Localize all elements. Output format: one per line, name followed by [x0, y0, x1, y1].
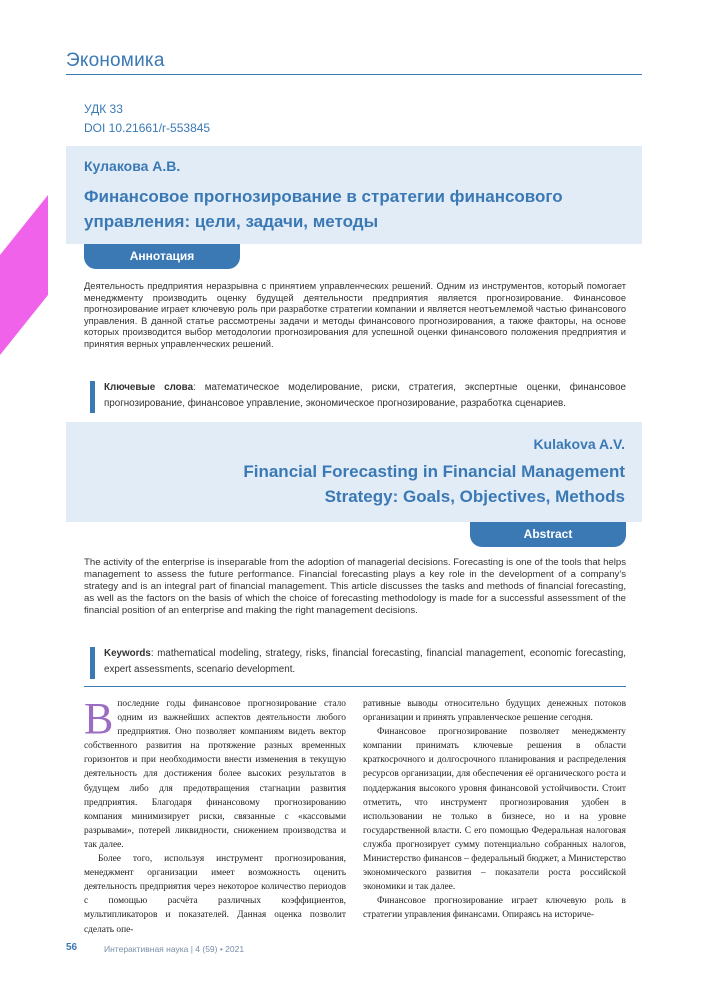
body-column-2	[363, 697, 626, 923]
en-keywords-label: Keywords	[104, 648, 151, 659]
en-abstract-label: Abstract	[470, 522, 626, 547]
header-rule	[66, 74, 642, 75]
en-title-line2: Strategy: Goals, Objectives, Methods	[324, 487, 625, 506]
paragraph: Финансовое прогнозирование позволяет менеджменту компании принимать ключевые решения в области краткосрочного и долгосрочного планирования и распределения ресурсов организации, для обеспечения её органического роста и поддержания высокого уровня финансовой устойчивости. Стоит отметить, что инструмент прогнозирования удобен в использовании не только в бизнесе, но и на уровне государственной власти. С его помощью Федеральная налоговая служба прогнозирует сумму потенциально собранных налогов, Министерство финансов – федеральный бюджет, а Министерство экономического развития – показатели роста российской экономики и так далее.	[363, 727, 626, 893]
ru-keywords	[104, 380, 626, 412]
en-keywords	[104, 646, 626, 678]
en-title-line1: Financial Forecasting in Financial Management	[243, 462, 625, 481]
ru-annotation-label: Аннотация	[84, 244, 240, 269]
paragraph-text: последние годы финансовое прогнозирование стало одним из важнейших аспектов деятельности любого предприятия. Оно позволяет компаниям видеть вектор собственного развития на протяжение разных временных горизонтов и при необходимости внести изменения в текущую деятельность для достижения более высоких результатов в будущем либо для предотвращения стагнации развития предприятия. Благодаря финансовому прогнозированию компания минимизирует риски, связанные с «кассовыми разрывами», потерей ликвидности, снижением производства и так далее.	[84, 699, 346, 850]
ru-keywords-list: : математическое моделирование, риски, стратегия, экспертные оценки, финансовое прогнозирование, финансовое управление, экономическое прогнозирование, разработка сценариев.	[104, 382, 626, 409]
ru-title-line2: управления: цели, задачи, методы	[84, 212, 379, 231]
body-column-1	[84, 694, 346, 937]
paragraph: ративные выводы относительно будущих денежных потоков организации и принять управленческое решение сегодня.	[363, 699, 626, 724]
doi[interactable]: DOI 10.21661/r-553845	[84, 121, 211, 135]
drop-cap: В	[84, 694, 114, 743]
udk-code: УДК 33	[84, 102, 123, 116]
page-number: 56	[66, 942, 78, 953]
ru-title-line1: Финансовое прогнозирование в стратегии финансового	[84, 187, 563, 206]
en-abstract-text: The activity of the enterprise is inseparable from the adoption of managerial decisions. Forecasting is one of the tools that helps management to assess the future performance. Financial forecasting plays a key role in the development of a company's strategy and is an integral part of financial management. This article discusses the tasks and methods of financial forecasting, as well as the factors on the basis of which the choice of forecasting methodology is made for a successful assessment of the financial position of an enterprise and making the right management decisions.	[84, 557, 626, 616]
paragraph: Финансовое прогнозирование играет ключевую роль в стратегии управления финансами. Опираясь на историче-	[363, 896, 626, 921]
section-title: Экономика	[66, 50, 165, 71]
ru-keywords-bar	[90, 381, 95, 413]
en-article-title	[195, 459, 625, 509]
body-rule	[84, 686, 626, 687]
ru-keywords-label: Ключевые слова	[104, 382, 194, 393]
journal-info: Интерактивная наука | 4 (59) • 2021	[104, 944, 245, 954]
ru-annotation-text: Деятельность предприятия неразрывна с принятием управленческих решений. Одним из инструментов, который помогает менеджменту производить оценку будущей деятельности предприятия является прогнозирование. Финансовое прогнозирование играет ключевую роль при разработке стратегии компании и является неотъемлемой частью финансового управления. В данной статье рассмотрены задачи и методы финансового прогнозирования, а также факторы, на основе которых производится выбор методологии прогнозирования для успешной оценки финансового положения предприятия и принятия верных управленческих решений.	[84, 281, 626, 349]
ru-article-title	[84, 184, 604, 234]
udk-block	[84, 100, 210, 138]
paragraph: Более того, используя инструмент прогнозирования, менеджмент организации имеет возможность оценить деятельность предприятия через некоторое количество периодов с помощью расчёта различных коэффициентов, мультипликаторов и показателей. Данная оценка позволит сделать опе-	[84, 854, 346, 935]
en-author: Kulakova A.V.	[533, 436, 625, 452]
paragraph	[84, 694, 346, 852]
en-keywords-bar	[90, 647, 95, 679]
decorative-triangle	[0, 195, 48, 355]
en-keywords-list: : mathematical modeling, strategy, risks, financial forecasting, financial management, economic forecasting, expert assessments, scenario development.	[104, 648, 626, 675]
ru-author: Кулакова А.В.	[84, 158, 181, 174]
